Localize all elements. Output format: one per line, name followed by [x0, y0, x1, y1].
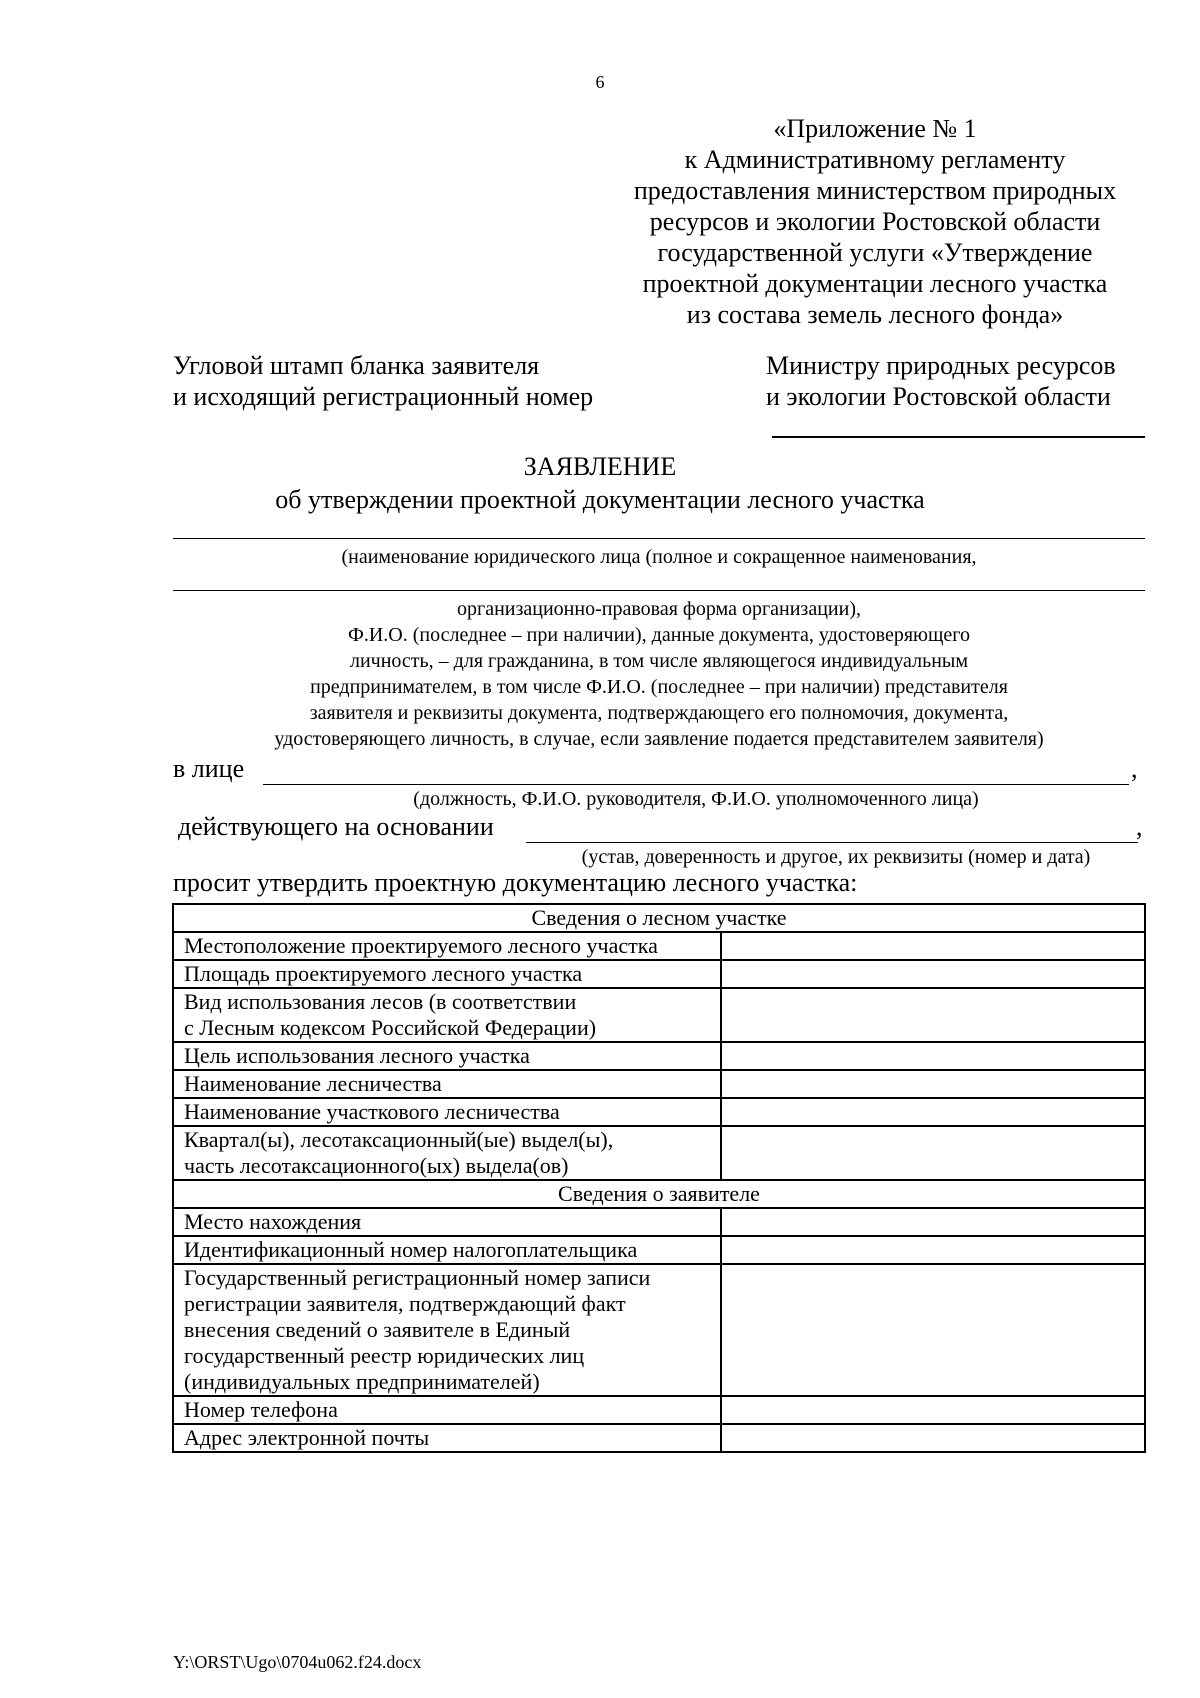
- addressee-signature-line[interactable]: [772, 436, 1145, 438]
- acting-basis-label: действующего на основании: [178, 812, 494, 841]
- appendix-line: ресурсов и экологии Ростовской области: [649, 207, 1101, 236]
- row-label: Место нахождения: [173, 1208, 721, 1236]
- table-row: [173, 932, 1145, 960]
- table-row: [173, 1424, 1145, 1452]
- request-text: просит утвердить проектную документацию лесного участка:: [173, 868, 858, 897]
- appendix-line: проектной документации лесного участка: [642, 269, 1108, 298]
- row-label: Вид использования лесов (в соответствии с Лесным кодексом Российской Федерации): [173, 988, 721, 1042]
- applicant-hint-2: [173, 596, 1145, 752]
- table-row: [173, 1208, 1145, 1236]
- row-label: Местоположение проектируемого лесного участка: [173, 932, 721, 960]
- stamp-line: Угловой штамп бланка заявителя: [173, 351, 540, 380]
- hint-line: Ф.И.О. (последнее – при наличии), данные документа, удостоверяющего: [348, 624, 970, 646]
- corner-stamp-note: [173, 350, 593, 412]
- row-label: Наименование участкового лесничества: [173, 1098, 721, 1126]
- addressee: [766, 350, 1116, 412]
- table-section-row: [173, 904, 1145, 932]
- table-row: [173, 1070, 1145, 1098]
- stamp-line: и исходящий регистрационный номер: [173, 382, 594, 411]
- section-land-plot: Сведения о лесном участке: [173, 904, 1145, 932]
- in-person-field[interactable]: [263, 752, 1129, 785]
- appendix-line: к Административному регламенту: [684, 145, 1066, 174]
- hint-line: заявителя и реквизиты документа, подтверждающего его полномочия, документа,: [309, 702, 1009, 724]
- table-row: [173, 1236, 1145, 1264]
- page-number: 6: [595, 72, 605, 92]
- row-value-cell[interactable]: [721, 932, 1145, 960]
- row-value-cell[interactable]: [721, 1424, 1145, 1452]
- appendix-line: из состава земель лесного фонда»: [686, 300, 1064, 329]
- row-label: Идентификационный номер налогоплательщика: [173, 1236, 721, 1264]
- applicant-name-line-2[interactable]: [173, 590, 1145, 591]
- table-row: [173, 1042, 1145, 1070]
- table-row: [173, 960, 1145, 988]
- appendix-line: предоставления министерством природных: [633, 176, 1117, 205]
- acting-basis-field[interactable]: [526, 810, 1138, 843]
- hint-line: организационно-правовая форма организации),: [457, 598, 861, 620]
- section-applicant: Сведения о заявителе: [173, 1180, 1145, 1208]
- in-person-label: в лице: [173, 754, 245, 783]
- hint-line: удостоверяющего личность, в случае, если заявление подается представителем заявителя): [274, 728, 1044, 750]
- appendix-line: «Приложение № 1: [773, 114, 977, 143]
- row-label: Наименование лесничества: [173, 1070, 721, 1098]
- row-value-cell[interactable]: [721, 1396, 1145, 1424]
- row-label: Цель использования лесного участка: [173, 1042, 721, 1070]
- row-label: Государственный регистрационный номер записи регистрации заявителя, подтверждающий факт внесения сведений о заявителе в Единый государственный реестр юридических лиц (индивидуальных предпринимателей): [173, 1264, 721, 1396]
- land-plot-details-table: [172, 903, 1146, 1453]
- appendix-line: государственной услуги «Утверждение: [657, 238, 1093, 267]
- table-row: [173, 1264, 1145, 1396]
- row-value-cell[interactable]: [721, 1126, 1145, 1180]
- row-label: Номер телефона: [173, 1396, 721, 1424]
- row-value-cell[interactable]: [721, 988, 1145, 1042]
- document-title: ЗАЯВЛЕНИЕ: [523, 452, 677, 481]
- row-value-cell[interactable]: [721, 1236, 1145, 1264]
- applicant-hint-1: (наименование юридического лица (полное и сокращенное наименования,: [341, 546, 977, 568]
- document-subtitle: об утверждении проектной документации лесного участка: [275, 485, 925, 514]
- file-path-footer: Y:\ORST\Ugo\0704u062.f24.docx: [173, 1652, 422, 1672]
- table-row: [173, 1126, 1145, 1180]
- row-value-cell[interactable]: [721, 1098, 1145, 1126]
- acting-basis-hint: (устав, доверенность и другое, их реквизиты (номер и дата): [581, 846, 1091, 868]
- row-value-cell[interactable]: [721, 1042, 1145, 1070]
- hint-line: предпринимателем, в том числе Ф.И.О. (последнее – при наличии) представителя: [310, 676, 1008, 698]
- addressee-line: Министру природных ресурсов: [766, 351, 1116, 380]
- appendix-header: [590, 113, 1160, 330]
- acting-basis-comma: ,: [1136, 812, 1143, 841]
- row-value-cell[interactable]: [721, 960, 1145, 988]
- table-row: [173, 1396, 1145, 1424]
- row-label: Площадь проектируемого лесного участка: [173, 960, 721, 988]
- in-person-hint: (должность, Ф.И.О. руководителя, Ф.И.О. уполномоченного лица): [413, 788, 979, 810]
- addressee-line: и экологии Ростовской области: [766, 382, 1111, 411]
- row-label: Адрес электронной почты: [173, 1424, 721, 1452]
- table-row: [173, 988, 1145, 1042]
- row-value-cell[interactable]: [721, 1264, 1145, 1396]
- row-label: Квартал(ы), лесотаксационный(ые) выдел(ы), часть лесотаксационного(ых) выдела(ов): [173, 1126, 721, 1180]
- table-row: [173, 1098, 1145, 1126]
- table-section-row: [173, 1180, 1145, 1208]
- applicant-name-line-1[interactable]: [173, 538, 1145, 539]
- row-value-cell[interactable]: [721, 1070, 1145, 1098]
- hint-line: личность, – для гражданина, в том числе являющегося индивидуальным: [349, 650, 969, 672]
- in-person-comma: ,: [1131, 754, 1138, 783]
- row-value-cell[interactable]: [721, 1208, 1145, 1236]
